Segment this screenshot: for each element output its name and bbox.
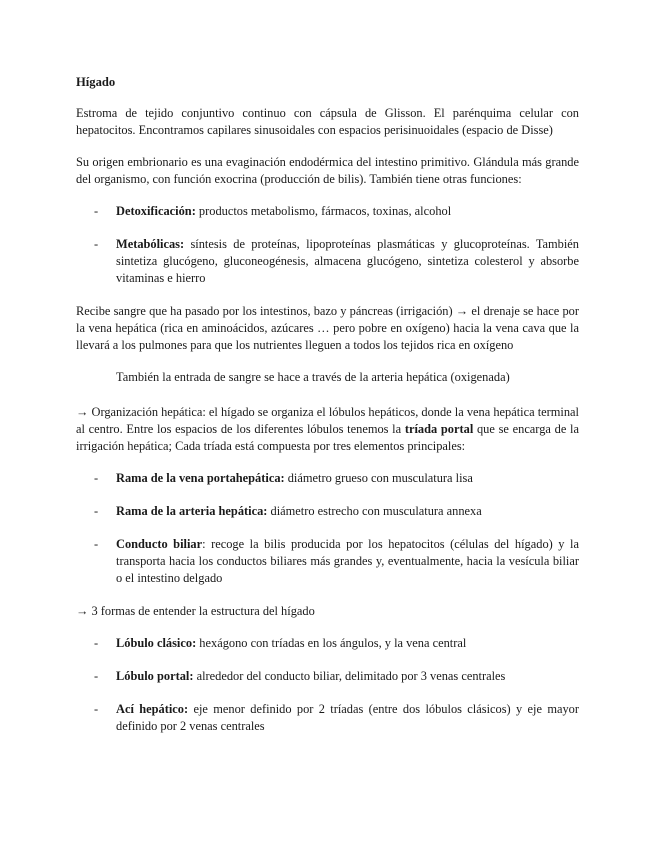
structure-list (76, 635, 579, 735)
list-item-text: productos metabolismo, fármacos, toxinas, alcohol (195, 204, 452, 218)
document-title: Hígado (76, 75, 116, 89)
list-item-text: hexágono con tríadas en los ángulos, y la vena central (196, 636, 467, 650)
list-item-term: Lóbulo clásico: (116, 636, 197, 650)
paragraph-arteria: También la entrada de sangre se hace a través de la arteria hepática (oxigenada) (116, 370, 510, 384)
list-item (76, 203, 579, 220)
paragraph-estroma: Estroma de tejido conjuntivo continuo con cápsula de Glisson. El parénquima celular con hepatocitos. Encontramos capilares sinusoidales con espacios perisinuoidales (espacio de Disse) (76, 106, 579, 137)
list-item-term: Detoxificación: (116, 204, 196, 218)
list-item-term: Rama de la vena portahepática: (116, 471, 285, 485)
list-item (76, 536, 579, 587)
list-item (76, 503, 579, 520)
list-item-term: Lóbulo portal: (116, 669, 194, 683)
paragraph-text: que se encarga de la irrigación hepática; Cada tríada está compuesta por tres elementos principales: (76, 422, 579, 453)
triad-list (76, 470, 579, 587)
list-item-text: diámetro grueso con musculatura lisa (284, 471, 473, 485)
list-item-term: Rama de la arteria hepática: (116, 504, 268, 518)
functions-list (76, 203, 579, 287)
list-item (76, 236, 579, 287)
list-item (76, 470, 579, 487)
paragraph-irrigacion: Recibe sangre que ha pasado por los intestinos, bazo y páncreas (irrigación) → el drenaje se hace por la vena hepática (rica en aminoácidos, azúcares … pero pobre en oxígeno) hacia la vena cava que la llevará a los pulmones para que los nutrientes lleguen a todos los tejidos rica en oxígeno (76, 304, 579, 352)
list-item (76, 701, 579, 735)
list-item (76, 635, 579, 652)
list-item-text: : recoge la bilis producida por los hepatocitos (células del hígado) y la transporta hacia los conductos biliares más grandes y, eventualmente, hacia la vesícula biliar o el intestino delgado (116, 537, 579, 585)
paragraph-text: → Organización hepática: el hígado se organiza el lóbulos hepáticos, donde la vena hepática terminal al centro. Entre los espacios de los diferentes lóbulos tenemos la (76, 405, 579, 436)
paragraph-formas: → 3 formas de entender la estructura del hígado (76, 604, 315, 618)
list-item-text: eje menor definido por 2 tríadas (entre dos lóbulos clásicos) y eje mayor definido por 2 venas centrales (116, 702, 579, 733)
paragraph-bold-term: tríada portal (404, 422, 474, 436)
list-item-term: Conducto biliar (116, 537, 203, 551)
list-item-text: diámetro estrecho con musculatura annexa (267, 504, 482, 518)
list-item-text: alrededor del conducto biliar, delimitado por 3 venas centrales (193, 669, 506, 683)
paragraph-organizacion (76, 404, 579, 455)
list-item-term: Ací hepático: (116, 702, 189, 716)
paragraph-origen: Su origen embrionario es una evaginación endodérmica del intestino primitivo. Glándula más grande del organismo, con función exocrina (producción de bilis). También tiene otras funciones: (76, 155, 579, 186)
list-item (76, 668, 579, 685)
list-item-text: síntesis de proteínas, lipoproteínas plasmáticas y glucoproteínas. También sintetiza glucógeno, gluconeogénesis, almacena glucógeno, sintetiza colesterol y absorbe vitaminas e hierro (116, 237, 579, 285)
list-item-term: Metabólicas: (116, 237, 185, 251)
